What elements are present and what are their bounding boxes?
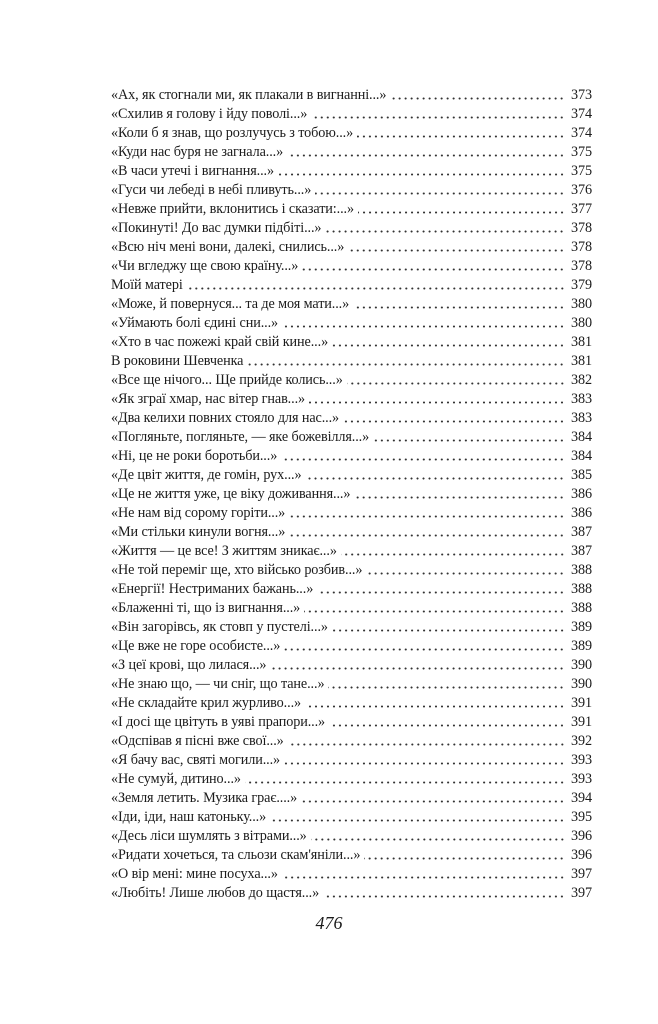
- toc-entry-title: «Два келихи повних стояло для нас...»: [111, 410, 340, 426]
- dot-leader: [373, 439, 565, 442]
- toc-entry: [111, 333, 592, 352]
- toc-entry-title: «Схилив я голову і йду поволі...»: [111, 106, 308, 122]
- toc-entry-page: 391: [571, 695, 592, 711]
- toc-entry: [111, 257, 592, 276]
- toc-entry-page: 386: [571, 505, 592, 521]
- toc-entry-title: «Не знаю що, — чи сніг, що тане...»: [111, 676, 325, 692]
- toc-entry-title: «Блаженні ті, що із вигнання...»: [111, 600, 301, 616]
- toc-entry-page: 378: [571, 239, 592, 255]
- toc-entry-title: «Одспівав я пісні вже свої...»: [111, 733, 284, 749]
- toc-entry-page: 396: [571, 847, 592, 863]
- toc-entry: [111, 390, 592, 409]
- toc-entry-page: 385: [571, 467, 592, 483]
- toc-entry: [111, 352, 592, 371]
- toc-entry-page: 386: [571, 486, 592, 502]
- toc-entry: [111, 561, 592, 580]
- dot-leader: [341, 553, 565, 556]
- dot-leader: [353, 306, 565, 309]
- toc-entry-title: «Все ще нічого... Ще прийде колись...»: [111, 372, 343, 388]
- toc-entry-page: 388: [571, 562, 592, 578]
- toc-entry-page: 393: [571, 771, 592, 787]
- toc-entry-title: «Гуси чи лебеді в небі пливуть...»: [111, 182, 312, 198]
- toc-entry: [111, 371, 592, 390]
- toc-entry-page: 375: [571, 144, 592, 160]
- toc-entry-title: «Не нам від сорому горіти...»: [111, 505, 286, 521]
- toc-entry-title: «Може, й повернуся... та де моя мати...»: [111, 296, 350, 312]
- toc-entry-title: «Невже прийти, вклонитись і сказати:...»: [111, 201, 354, 217]
- toc-entry-page: 390: [571, 657, 592, 673]
- dot-leader: [311, 838, 565, 841]
- toc-entry: [111, 827, 592, 846]
- dot-leader: [357, 135, 565, 138]
- dot-leader: [332, 344, 565, 347]
- toc-entry: [111, 618, 592, 637]
- toc-entry-title: «Ах, як стогнали ми, як плакали в вигнанні...»: [111, 87, 387, 103]
- toc-entry-title: «Іди, іди, наш катоньку...»: [111, 809, 267, 825]
- toc-entry: [111, 770, 592, 789]
- toc-entry: [111, 447, 592, 466]
- toc-entry: [111, 504, 592, 523]
- toc-entry: [111, 238, 592, 257]
- toc-entry-page: 375: [571, 163, 592, 179]
- toc-entry-title: «Любіть! Лише любов до щастя...»: [111, 885, 320, 901]
- toc-entry: [111, 865, 592, 884]
- dot-leader: [328, 686, 565, 689]
- toc-entry-title: «Чи вгледжу ще свою країну...»: [111, 258, 299, 274]
- dot-leader: [305, 477, 565, 480]
- toc-entry: [111, 276, 592, 295]
- toc-entry-title: «Десь ліси шумлять з вітрами...»: [111, 828, 307, 844]
- toc-entry: [111, 789, 592, 808]
- toc-entry: [111, 808, 592, 827]
- toc-entry-title: «В часи утечі і вигнання...»: [111, 163, 274, 179]
- toc-entry: [111, 200, 592, 219]
- toc-entry-title: «Хто в час пожежі край свій кине...»: [111, 334, 329, 350]
- toc-entry: [111, 485, 592, 504]
- toc-entry-title: «Земля летить. Музика грає....»: [111, 790, 298, 806]
- toc-entry-page: 384: [571, 429, 592, 445]
- dot-leader: [343, 420, 565, 423]
- toc-entry-page: 391: [571, 714, 592, 730]
- dot-leader: [301, 800, 565, 803]
- toc-entry: [111, 409, 592, 428]
- toc-entry: [111, 295, 592, 314]
- toc-entry-title: «Ні, це не роки боротьби...»: [111, 448, 278, 464]
- toc-entry-page: 397: [571, 866, 592, 882]
- toc-entry: [111, 732, 592, 751]
- toc-entry-page: 381: [571, 334, 592, 350]
- toc-entry-title: «Я бачу вас, святі могили...»: [111, 752, 281, 768]
- toc-entry-page: 388: [571, 600, 592, 616]
- dot-leader: [325, 230, 565, 233]
- toc-entry-title: «Куди нас буря не загнала...»: [111, 144, 284, 160]
- toc-entry-page: 387: [571, 543, 592, 559]
- dot-leader: [311, 116, 565, 119]
- dot-leader: [281, 458, 565, 461]
- dot-leader: [315, 192, 565, 195]
- toc-entry: [111, 599, 592, 618]
- toc-entry-page: 383: [571, 410, 592, 426]
- dot-leader: [329, 724, 565, 727]
- toc-entry-title: «Це не життя уже, це віку доживання...»: [111, 486, 351, 502]
- dot-leader: [270, 819, 565, 822]
- toc-entry-page: 377: [571, 201, 592, 217]
- toc-entry-page: 388: [571, 581, 592, 597]
- dot-leader: [364, 857, 565, 860]
- toc-entry-page: 390: [571, 676, 592, 692]
- toc-entry-page: 389: [571, 619, 592, 635]
- toc-entry-title: «Енергії! Нестриманих бажань...»: [111, 581, 314, 597]
- dot-leader: [366, 572, 565, 575]
- toc-entry-page: 381: [571, 353, 592, 369]
- toc-entry: [111, 181, 592, 200]
- dot-leader: [287, 154, 565, 157]
- dot-leader: [323, 895, 565, 898]
- toc-entry: [111, 523, 592, 542]
- toc-entry-title: «Ми стільки кинули вогня...»: [111, 524, 286, 540]
- toc-entry: [111, 694, 592, 713]
- toc-entry: [111, 637, 592, 656]
- toc-entry-page: 374: [571, 106, 592, 122]
- page-number: 476: [315, 913, 343, 933]
- toc-entry-title: В роковини Шевченка: [111, 353, 244, 369]
- toc-entry: [111, 580, 592, 599]
- toc-entry-title: Моїй матері: [111, 277, 183, 293]
- toc-entry-title: «О вір мені: мине посуха...»: [111, 866, 278, 882]
- toc-entry: [111, 219, 592, 238]
- toc-entry-page: 379: [571, 277, 592, 293]
- dot-leader: [347, 382, 565, 385]
- dot-leader: [348, 249, 565, 252]
- dot-leader: [270, 667, 565, 670]
- dot-leader: [358, 211, 565, 214]
- toc-entry-page: 395: [571, 809, 592, 825]
- toc-entry-title: «Коли б я знав, що розлучусь з тобою...»: [111, 125, 354, 141]
- toc-entry-title: «Покинуті! До вас думки підбіті...»: [111, 220, 322, 236]
- dot-leader: [282, 325, 565, 328]
- dot-leader: [332, 629, 565, 632]
- toc-entry-page: 397: [571, 885, 592, 901]
- toc-entry: [111, 105, 592, 124]
- toc-entry-title: «Погляньте, погляньте, — яке божевілля...»: [111, 429, 370, 445]
- toc-entry-title: «Як зграї хмар, нас вітер гнав...»: [111, 391, 306, 407]
- dot-leader: [289, 515, 565, 518]
- toc-entry-title: «Всю ніч мені вони, далекі, снились...»: [111, 239, 345, 255]
- toc-entry-page: 380: [571, 315, 592, 331]
- toc-entry-page: 374: [571, 125, 592, 141]
- dot-leader: [305, 705, 565, 708]
- toc-entry-title: «Він загорівсь, як стовп у пустелі...»: [111, 619, 328, 635]
- dot-leader: [284, 648, 565, 651]
- dot-leader: [245, 781, 565, 784]
- toc-entry: [111, 751, 592, 770]
- toc-entry-page: 396: [571, 828, 592, 844]
- dot-leader: [278, 173, 565, 176]
- toc-entry-page: 382: [571, 372, 592, 388]
- toc-entry: [111, 675, 592, 694]
- toc-entry-title: «Ридати хочеться, та сльози скам'яніли...»: [111, 847, 361, 863]
- toc-entry-page: 389: [571, 638, 592, 654]
- toc-entry-page: 383: [571, 391, 592, 407]
- toc-entry-title: «Не той переміг ще, хто військо розбив...»: [111, 562, 363, 578]
- dot-leader: [304, 610, 565, 613]
- toc-entry: [111, 86, 592, 105]
- toc-entry: [111, 428, 592, 447]
- dot-leader: [302, 268, 565, 271]
- toc-entry-page: 380: [571, 296, 592, 312]
- toc-entry: [111, 656, 592, 675]
- toc-entry-title: «Уймають болі єдині сни...»: [111, 315, 279, 331]
- dot-leader: [288, 743, 565, 746]
- dot-leader: [354, 496, 565, 499]
- toc-entry-title: «Де цвіт життя, де гомін, рух...»: [111, 467, 302, 483]
- toc-entry: [111, 466, 592, 485]
- toc-entry: [111, 846, 592, 865]
- toc-entry: [111, 884, 592, 903]
- dot-leader: [284, 762, 565, 765]
- toc-entry-page: 394: [571, 790, 592, 806]
- toc-entry-page: 393: [571, 752, 592, 768]
- toc-entry-title: «І досі ще цвітуть в уяві прапори...»: [111, 714, 326, 730]
- toc-entry-title: «Не складайте крил журливо...»: [111, 695, 302, 711]
- toc-entry: [111, 162, 592, 181]
- dot-leader: [289, 534, 565, 537]
- toc-entry-title: «Це вже не горе особисте...»: [111, 638, 281, 654]
- dot-leader: [390, 97, 565, 100]
- dot-leader: [317, 591, 565, 594]
- toc-entry: [111, 314, 592, 333]
- dot-leader: [309, 401, 565, 404]
- dot-leader: [282, 876, 565, 879]
- toc-entry-page: 392: [571, 733, 592, 749]
- toc-entry-page: 373: [571, 87, 592, 103]
- dot-leader: [187, 287, 565, 290]
- toc-list: [111, 86, 592, 903]
- toc-entry-title: «З цеї крові, що лилася...»: [111, 657, 267, 673]
- toc-entry: [111, 542, 592, 561]
- toc-entry: [111, 143, 592, 162]
- dot-leader: [247, 363, 565, 366]
- toc-entry-page: 376: [571, 182, 592, 198]
- toc-entry-title: «Не сумуй, дитино...»: [111, 771, 241, 787]
- toc-entry-page: 378: [571, 258, 592, 274]
- toc-entry-page: 384: [571, 448, 592, 464]
- toc-entry-page: 387: [571, 524, 592, 540]
- toc-entry: [111, 124, 592, 143]
- toc-entry-page: 378: [571, 220, 592, 236]
- toc-entry-title: «Життя — це все! З життям зникає...»: [111, 543, 337, 559]
- toc-entry: [111, 713, 592, 732]
